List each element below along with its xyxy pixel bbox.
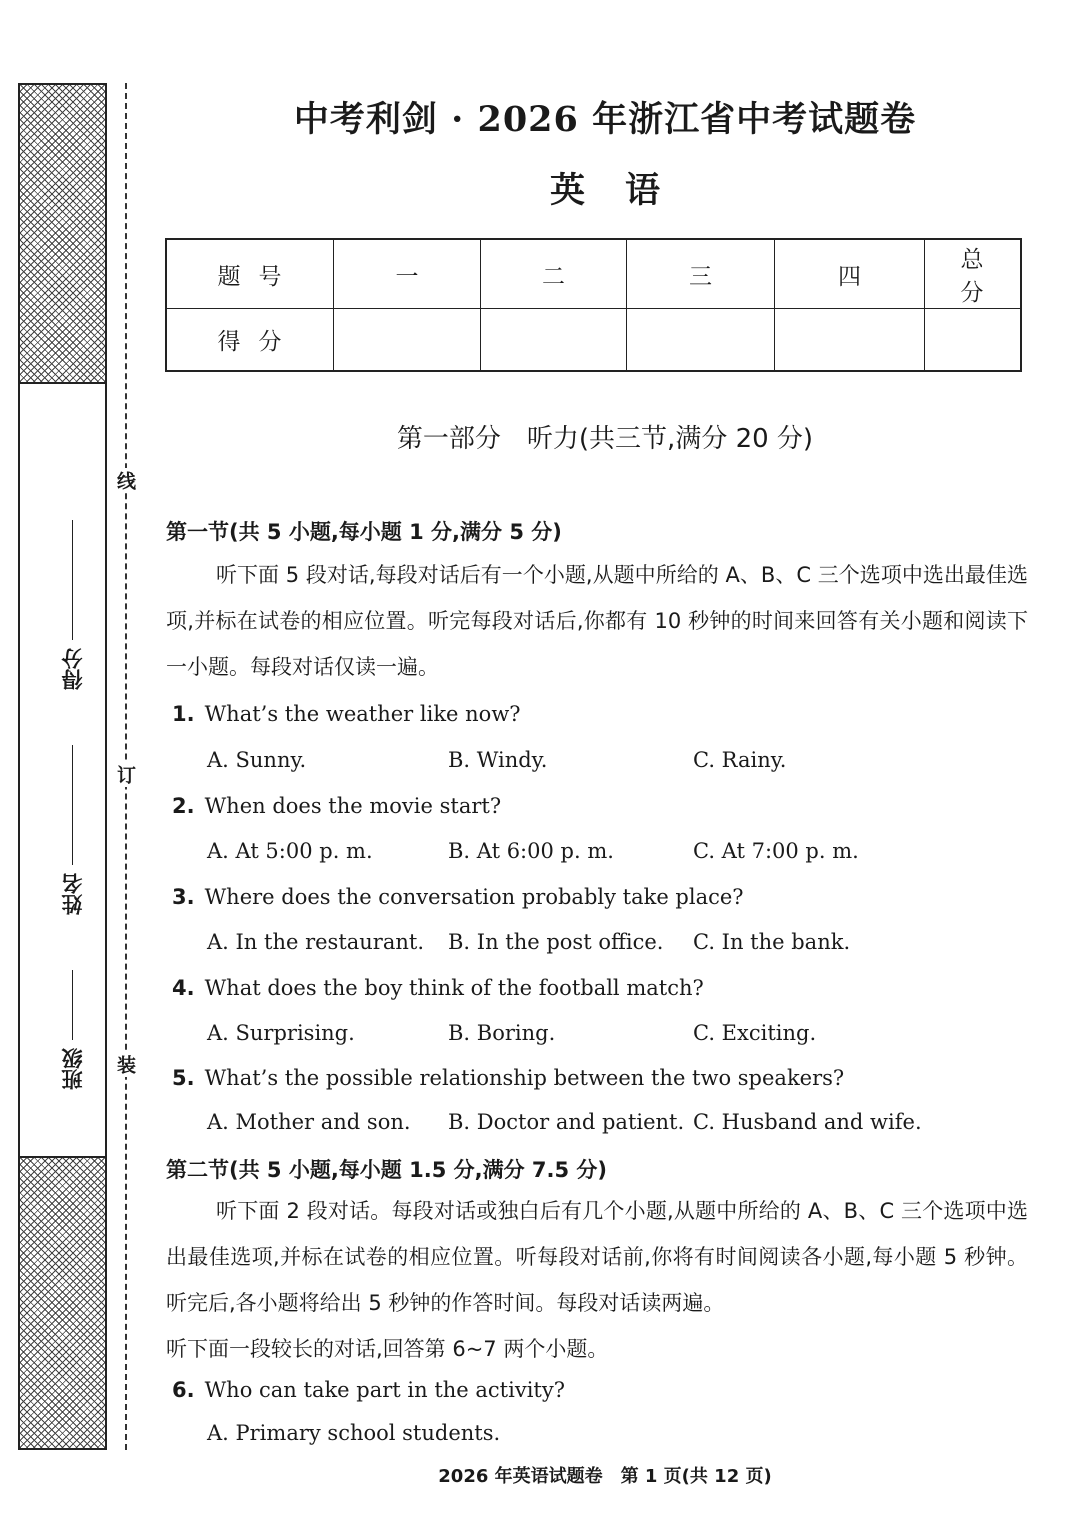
score-input-cell[interactable] [627,309,775,372]
score-table-cell: 三 [627,239,775,309]
score-table-cell: 得分 [166,309,334,372]
option-a[interactable]: A. Mother and son. [207,1110,411,1134]
option-c[interactable]: C. Exciting. [693,1021,817,1045]
hatch-pattern-bottom [20,1156,105,1448]
option-c[interactable]: C. At 7:00 p. m. [693,839,859,863]
question-5-options [207,1110,1007,1140]
question-6-options [207,1421,1007,1451]
option-a[interactable]: A. At 5:00 p. m. [207,839,373,863]
score-table-cell: 题号 [166,239,334,309]
class-field-line [73,970,74,1040]
section2-sub-instruction: 听下面一段较长的对话,回答第 6~7 两个小题。 [166,1337,609,1361]
page-footer: 2026 年英语试题卷 第 1 页(共 12 页) [438,1466,772,1487]
score-field: 得分 [58,455,88,690]
subject-title: 英语 [549,170,700,211]
question-1: 1. What’s the weather like now? [172,702,521,726]
score-table-cell: 一 [334,239,481,309]
question-5: 5. What’s the possible relationship between the two speakers? [172,1066,845,1090]
option-a[interactable]: A. Sunny. [207,748,307,772]
question-1-options [207,748,1007,778]
name-field-line [73,745,74,865]
question-6: 6. Who can take part in the activity? [172,1378,565,1402]
section1-title: 第一节(共 5 小题,每小题 1 分,满分 5 分) [166,520,562,544]
score-table-cell: 总分 [925,239,1022,309]
section2-title: 第二节(共 5 小题,每小题 1.5 分,满分 7.5 分) [166,1158,608,1182]
option-a[interactable]: A. In the restaurant. [207,930,425,954]
score-input-cell[interactable] [925,309,1022,372]
option-c[interactable]: C. Husband and wife. [693,1110,922,1134]
option-c[interactable]: C. Rainy. [693,748,787,772]
name-field: 姓名 [58,700,88,915]
question-2: 2. When does the movie start? [172,794,502,818]
option-b[interactable]: B. Boring. [448,1021,556,1045]
question-4-options [207,1021,1007,1051]
section1-instructions: 听下面 5 段对话,每段对话后有一个小题,从题中所给的 A、B、C 三个选项中选出最佳选项,并标在试卷的相应位置。听完每段对话后,你都有 10 秒钟的时间来回答有关小题和阅读下一小题。每段对话仅读一遍。 [166,563,1028,679]
question-3: 3. Where does the conversation probably take place? [172,885,744,909]
score-input-cell[interactable] [775,309,925,372]
option-a[interactable]: A. Surprising. [207,1021,355,1045]
score-table-cell: 四 [775,239,925,309]
question-2-options [207,839,1007,869]
part1-title: 第一部分 听力(共三节,满分 20 分) [396,424,814,454]
score-input-cell[interactable] [334,309,481,372]
option-c[interactable]: C. In the bank. [693,930,851,954]
bind-mark-ding: 订 [117,762,139,787]
score-table-score-row [166,309,1021,372]
score-input-cell[interactable] [481,309,627,372]
option-b[interactable]: B. Doctor and patient. [448,1110,685,1134]
hatch-pattern-top [20,85,105,384]
option-b[interactable]: B. In the post office. [448,930,664,954]
exam-title: 中考利剑 · 2026 年浙江省中考试题卷 [293,99,917,140]
score-field-line [73,520,74,640]
score-table-header-row [166,239,1021,309]
section2-instructions: 听下面 2 段对话。每段对话或独白后有几个小题,从题中所给的 A、B、C 三个选项中选出最佳选项,并标在试卷的相应位置。听每段对话前,你将有时间阅读各小题,每小题 5 秒钟。听完后,各小题将给出 5 秒钟的作答时间。每段对话读两遍。 [166,1199,1028,1315]
option-b[interactable]: B. Windy. [448,748,548,772]
class-field: 班级 [58,930,88,1090]
score-table [165,238,1022,372]
bind-mark-xian: 线 [117,468,139,493]
bind-mark-zhuang: 装 [117,1052,139,1077]
question-4: 4. What does the boy think of the football match? [172,976,704,1000]
option-a[interactable]: A. Primary school students. [207,1421,501,1445]
score-table-cell: 二 [481,239,627,309]
option-b[interactable]: B. At 6:00 p. m. [448,839,614,863]
question-3-options [207,930,1007,960]
